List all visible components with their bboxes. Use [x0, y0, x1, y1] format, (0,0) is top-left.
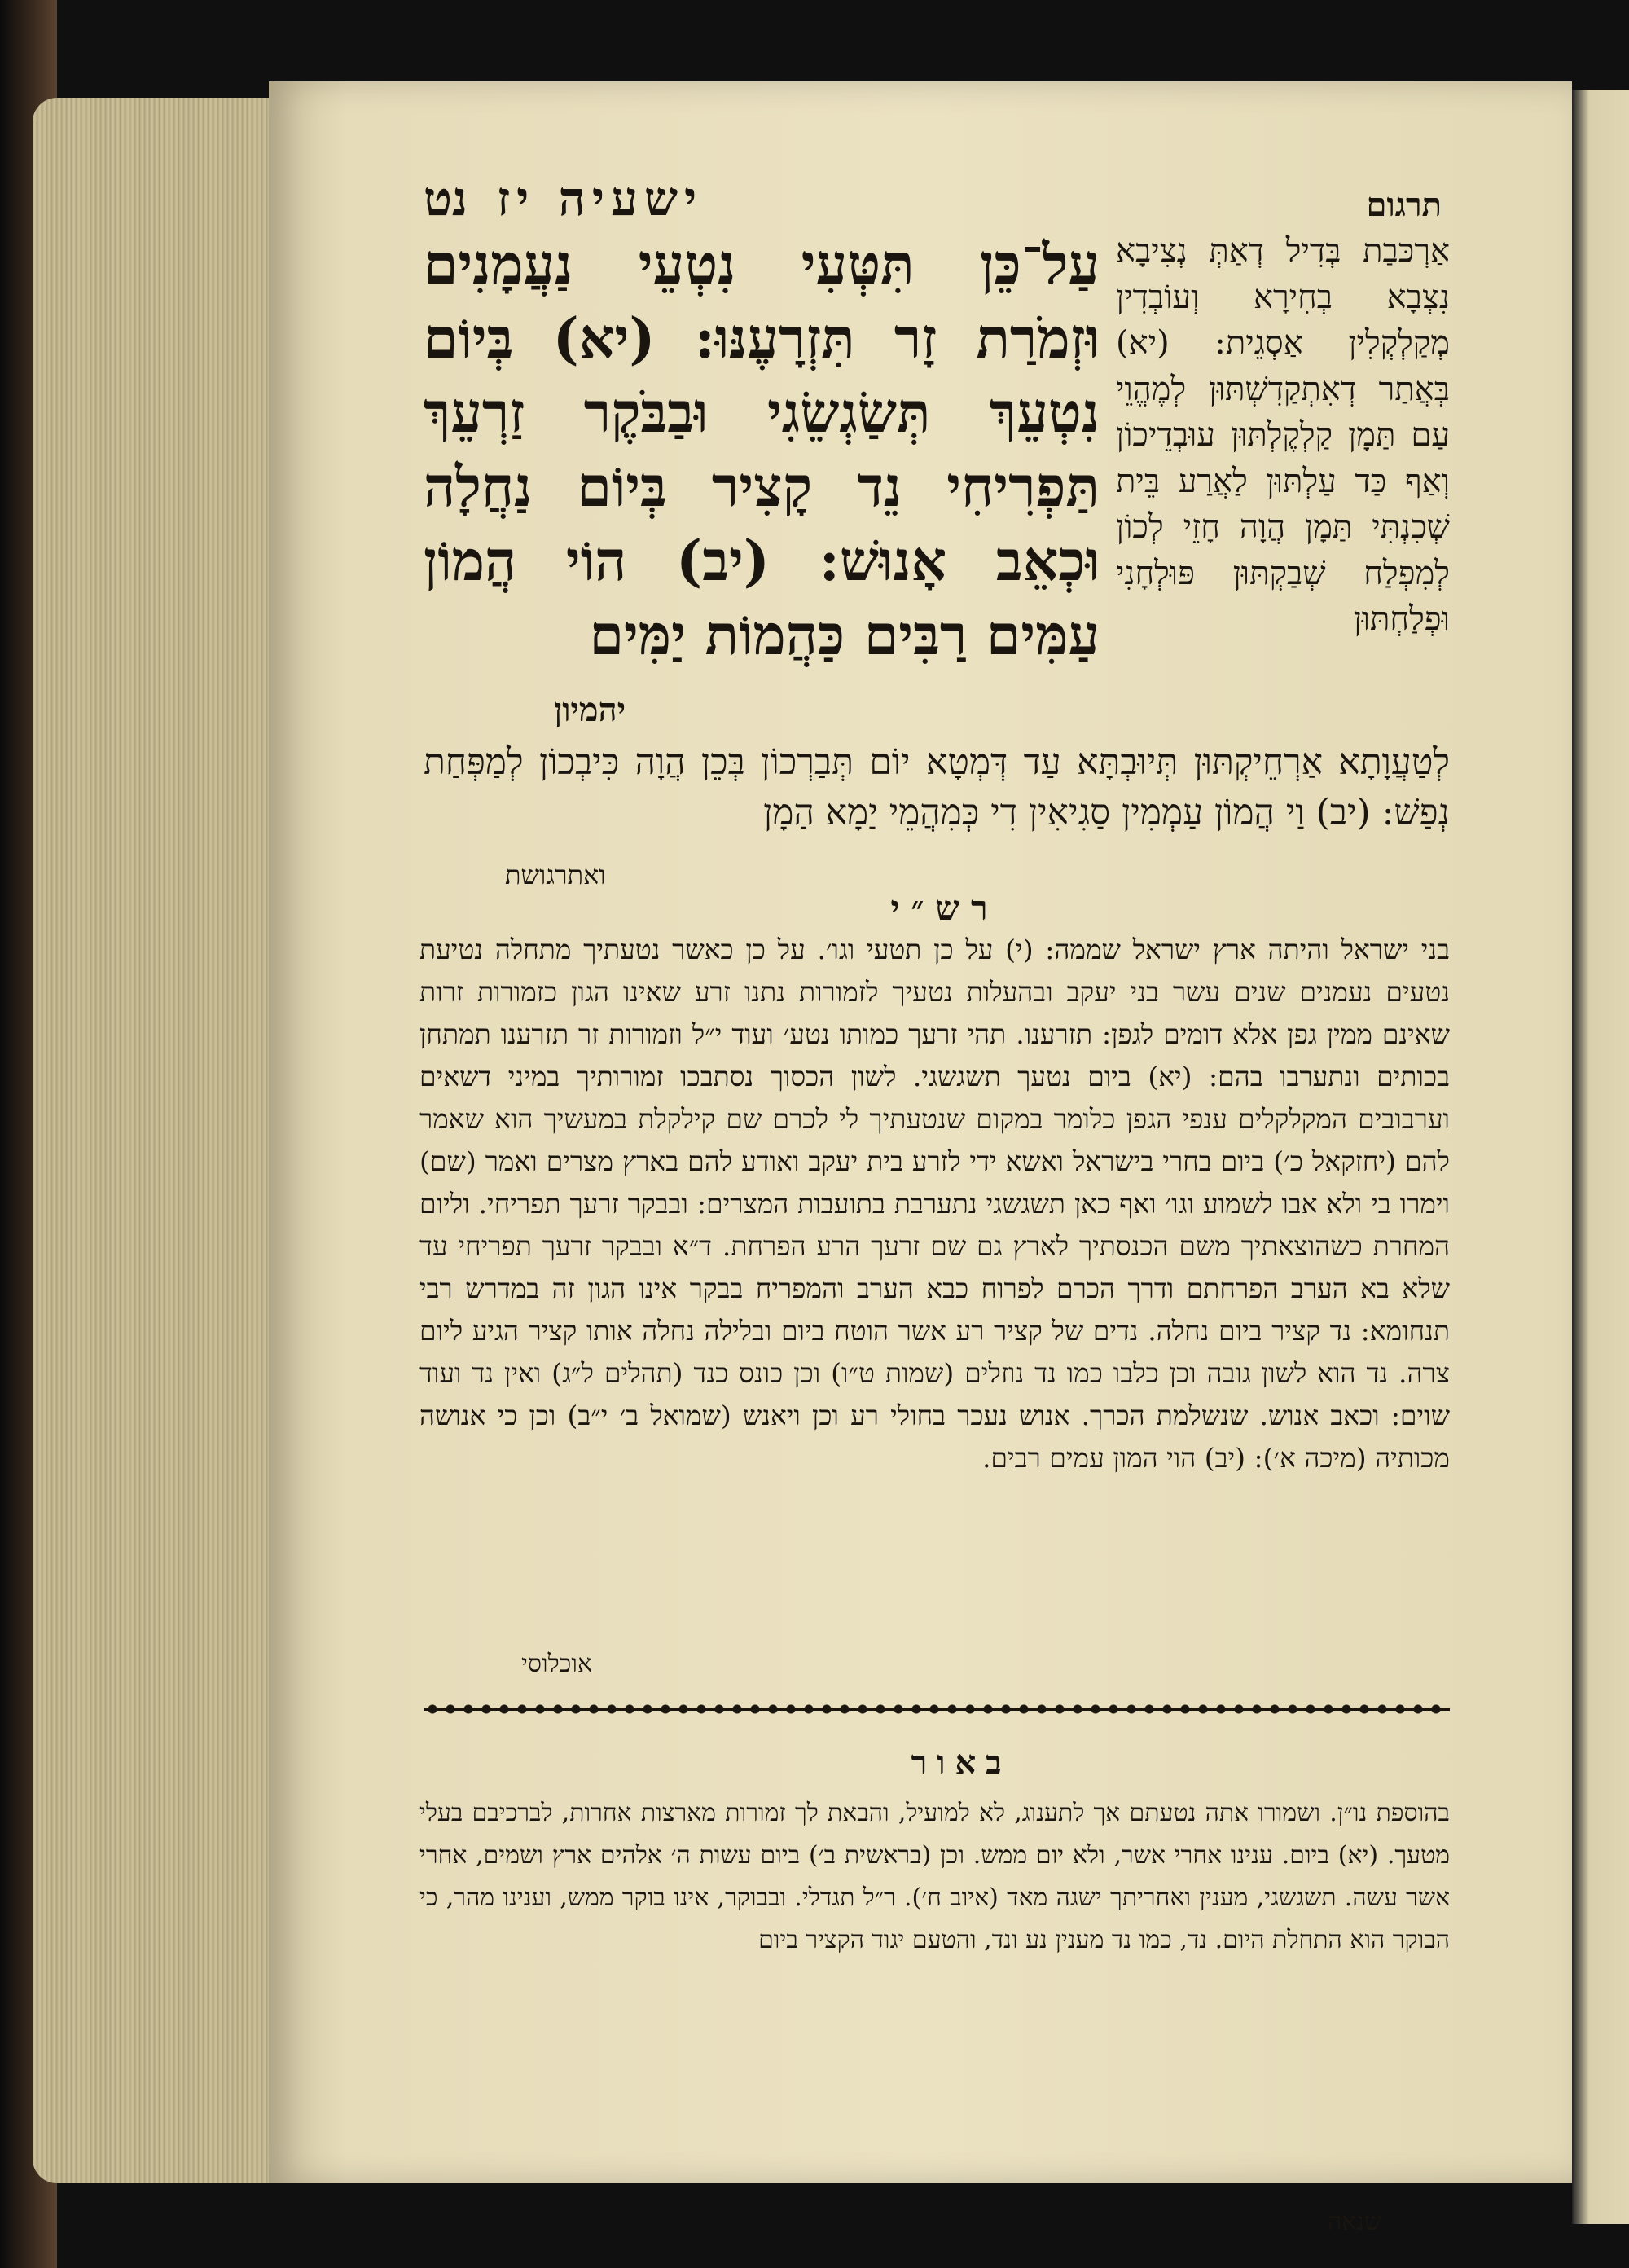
targum-column: אַרְכּבַת בְּדִיל דְאַתְּ נְצִיבָא נִצְבָא בְחִירָא וְעוֹבְדִין מְקַלְקְלִין אַסְגֵית: (יא) בְּאֲתַר דְאִתְקַדִשְׁתּוּן לְמֶהֱוֵי עַם תַּמָן קַלְקֶלְתּוּן עוּבְדֵיכוֹן וְאַף כַּד עַלְתּוּן לַאֲרַע בֵּית שְׁכִנְתִּי תַּמָן הֲוָה חָזֵי לְכוֹן לְמִפְלַח שְׁבַקְתּוּן פּוּלְחָנִי וּפְלַחְתּוּן	[1116, 232, 1450, 638]
running-head-targum-label: תרגום	[1366, 186, 1442, 224]
rashi-commentary: בני ישראל והיתה ארץ ישראל שממה: (י) על כן תטעי וגו׳. על כן כאשר נטעתיך מתחלה נטיעת נטעים נעמנים שנים עשר בני יעקב ובהעלות נטעיך לזמורות נתנו זרע שאינו הגון כזמורות זרות שאינם ממין גפן אלא דומים לגפן: תזרענו. תהי זרעך כמותו נטע׳ ועוד י״ל וזמורות זר תזרענו תמתחן בכותים ונתערבו בהם: (יא) ביום נטעך תשגשגי. לשון הכסוך נסתבכו זמורותיך במיני דשאים וערבובים המקלקלים ענפי הגפן כלומר במקום שנטעתיך לי לכרם שם קילקלת במעשיך הוא שאמר להם (יחזקאל כ׳) ביום בחרי בישראל ואשא ידי לזרע בית יעקב ואודע להם בארץ מצרים ואמר (שם) וימרו בי ולא אבו לשמוע וגו׳ ואף כאן תשגשגי נתערבת בתועבות המצרים: ובבקר זרעך תפריחי. וליום המחרת כשהוצאתיך משם הכנסתיך לארץ גם שם זרעך הרע הפרחת. ד״א ובבקר זרעך תפריחי עד שלא בא הערב הפרחתם ודרך הכרם לפרוח כבא הערב והמפריח בבקר אינו הגון זה במדרש רבי תנחומא: נד קציר ביום נחלה. נדים של קציר רע אשר הוטח ביום ובלילה נחלה אותו קציר הגיע ליום צרה. נד הוא לשון גובה וכן כלבו כמו נד נוזלים (שמות ט״ו) וכן כונס כנד (תהלים ל״ג) ואין נד ועוד שוים: וכאב אנוש. שנשלמת הכרך. אנוש נעכר בחולי רע וכן ויאנש (שמואל ב׳ י״ב) וכן כי אנושה מכותיה (מיכה א׳): (יב) הוי המון עמים רבים.	[419, 934, 1450, 1474]
page-block-edges	[33, 98, 293, 2183]
facing-page-edge	[1572, 90, 1629, 2224]
verse-text: עַל־כֵּן תִּטְּעִי נִטְעֵי נַעֲמָנִים וּזְמֹרַת זָר תִּזְרָעֶנּוּ: (יא) בְּיוֹם נִטְעֵךְ תְּשַׂגְשֵׂגִי וּבַבֹּקֶר זַרְעֵךְ תַּפְרִיחִי נֵד קָצִיר בְּיוֹם נַחֲלָה וּכְאֵב אָנוּשׁ: (יב) הוֹי הֲמוֹן עַמִּים רַבִּים כַּהֲמוֹת יַמִּים	[424, 232, 1100, 668]
biur-heading: באור	[911, 1743, 1012, 1782]
running-head	[424, 171, 1442, 228]
running-head-book-chapter: ישעיה יז	[497, 171, 704, 226]
catchword-targum: ואתרגושת	[505, 859, 606, 890]
catchword-biur: שנאה	[1328, 2208, 1382, 2236]
targum-continuation: לְטַעֲוָתָא אַרְחֵיקְתּוּן תְּיוּבְתָּא עַד דְּמְטָא יוֹם תְּבַרְכוֹן בְּכֵן הֲוָה כִּיבְכוֹן לְמַפְּחַת נְפַשׁ: (יב) וַי הֲמוֹן עַמְמִין סַגִיאִין דִי כְּמִהֲמֵי יַמָא הַמָן	[424, 741, 1450, 833]
catchword-rashi: אוכלוסי	[521, 1650, 592, 1678]
catchword-verse: יהמיון	[554, 691, 626, 729]
biur-commentary: בהוספת נו״ן. ושמורו אתה נטעתם אך לתענוג, לא למועיל, והבאת לך זמורות מארצות אחרות, לברכיבם בעלי מטעך. (יא) ביום. ענינו אחרי אשר, ולא יום ממש. וכן (בראשית ב׳) ביום עשות ה׳ אלהים ארץ ושמים, אחרי אשר עשה. תשגשגי, מענין ואחריתך ישגה מאד (איוב ח׳). ר״ל תגדלי. ובבוקר, אינו בוקר ממש, וענינו מהר, כי הבוקר הוא התחלת היום. נד, כמו נד מענין נע ונד, והטעם יגוד הקציר ביום	[419, 1799, 1450, 1954]
rashi-heading: רש״י	[890, 888, 999, 928]
page-number: נט	[424, 171, 468, 226]
ornamental-divider	[424, 1699, 1450, 1719]
